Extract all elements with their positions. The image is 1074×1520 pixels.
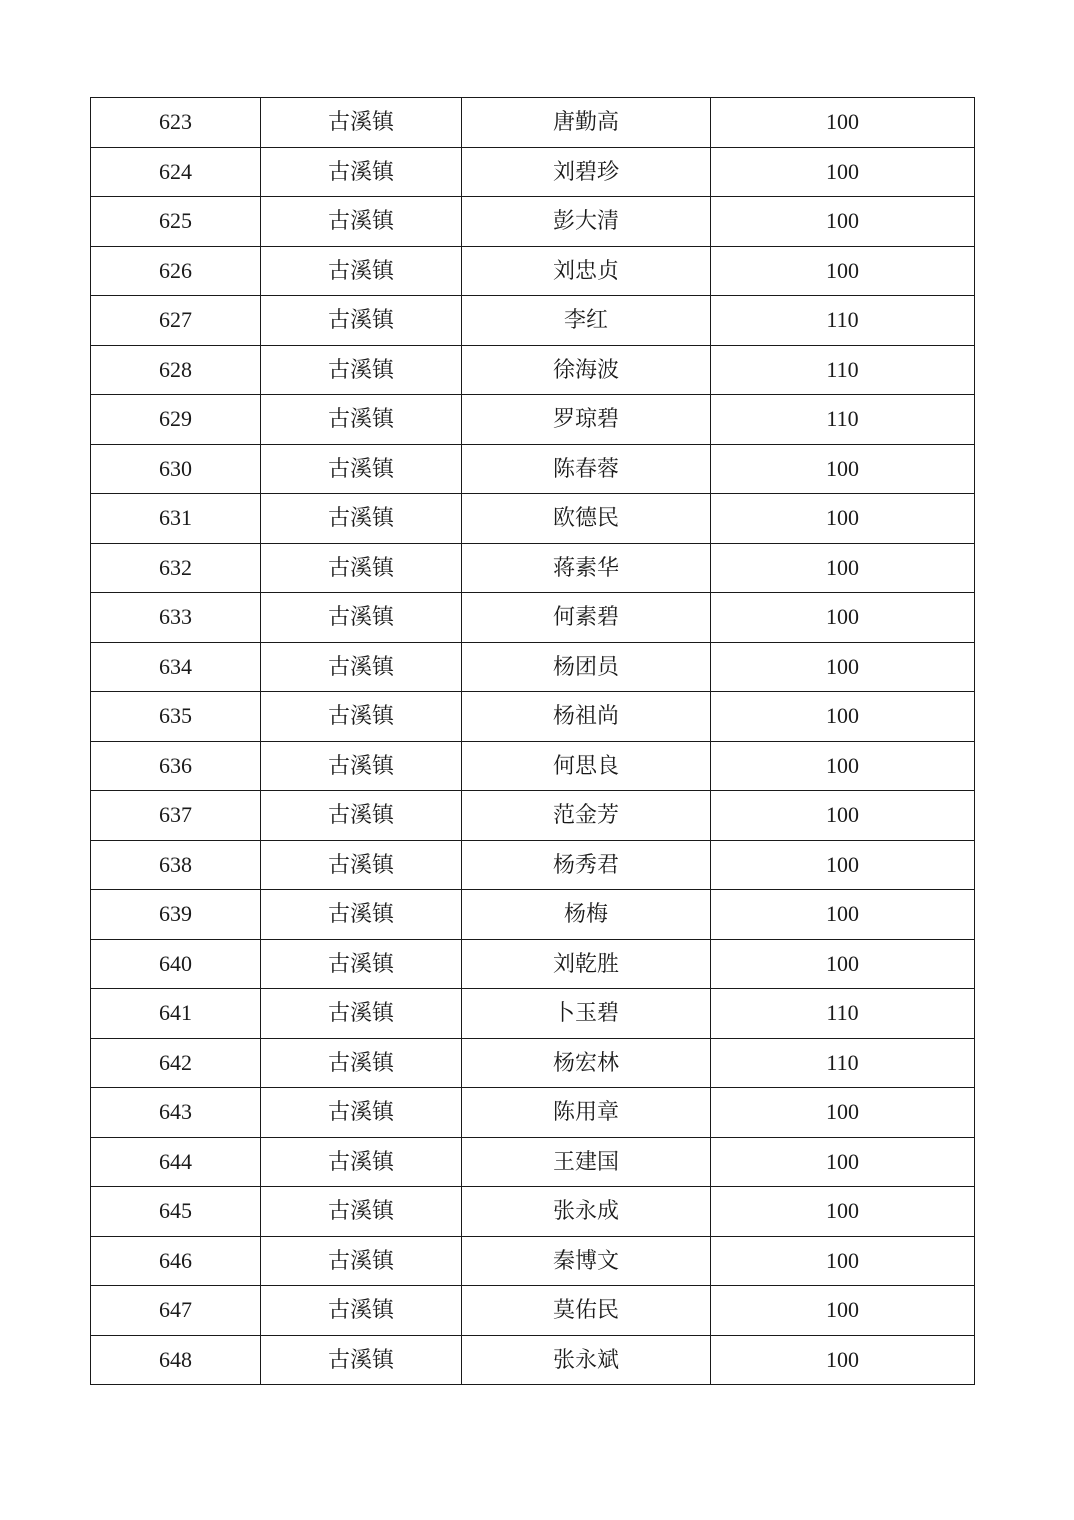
person-name-cell: 唐勤高 [462, 98, 711, 148]
serial-number-cell: 647 [91, 1286, 261, 1336]
town-cell: 古溪镇 [261, 890, 462, 940]
serial-number-cell: 648 [91, 1335, 261, 1385]
table-row [91, 642, 975, 692]
table-row [91, 147, 975, 197]
person-name-cell: 杨团员 [462, 642, 711, 692]
table-row [91, 1038, 975, 1088]
serial-number-cell: 624 [91, 147, 261, 197]
table-row [91, 1187, 975, 1237]
person-name-cell: 陈用章 [462, 1088, 711, 1138]
amount-cell: 100 [711, 1187, 975, 1237]
roster-table-body [91, 98, 975, 1385]
serial-number-cell: 641 [91, 989, 261, 1039]
table-row [91, 1236, 975, 1286]
serial-number-cell: 627 [91, 296, 261, 346]
amount-cell: 100 [711, 840, 975, 890]
person-name-cell: 陈春蓉 [462, 444, 711, 494]
amount-cell: 110 [711, 296, 975, 346]
person-name-cell: 蒋素华 [462, 543, 711, 593]
amount-cell: 100 [711, 741, 975, 791]
serial-number-cell: 640 [91, 939, 261, 989]
amount-cell: 100 [711, 890, 975, 940]
serial-number-cell: 629 [91, 395, 261, 445]
person-name-cell: 刘忠贞 [462, 246, 711, 296]
person-name-cell: 徐海波 [462, 345, 711, 395]
amount-cell: 100 [711, 1286, 975, 1336]
serial-number-cell: 636 [91, 741, 261, 791]
town-cell: 古溪镇 [261, 1335, 462, 1385]
amount-cell: 100 [711, 444, 975, 494]
town-cell: 古溪镇 [261, 1187, 462, 1237]
town-cell: 古溪镇 [261, 1286, 462, 1336]
amount-cell: 110 [711, 395, 975, 445]
amount-cell: 110 [711, 345, 975, 395]
amount-cell: 110 [711, 989, 975, 1039]
serial-number-cell: 643 [91, 1088, 261, 1138]
table-row [91, 246, 975, 296]
serial-number-cell: 632 [91, 543, 261, 593]
amount-cell: 100 [711, 692, 975, 742]
town-cell: 古溪镇 [261, 494, 462, 544]
table-row [91, 593, 975, 643]
town-cell: 古溪镇 [261, 1137, 462, 1187]
serial-number-cell: 628 [91, 345, 261, 395]
person-name-cell: 杨梅 [462, 890, 711, 940]
town-cell: 古溪镇 [261, 395, 462, 445]
table-row [91, 296, 975, 346]
town-cell: 古溪镇 [261, 741, 462, 791]
town-cell: 古溪镇 [261, 840, 462, 890]
town-cell: 古溪镇 [261, 939, 462, 989]
serial-number-cell: 625 [91, 197, 261, 247]
person-name-cell: 罗琼碧 [462, 395, 711, 445]
person-name-cell: 刘碧珍 [462, 147, 711, 197]
table-row [91, 791, 975, 841]
person-name-cell: 张永成 [462, 1187, 711, 1237]
table-row [91, 345, 975, 395]
serial-number-cell: 635 [91, 692, 261, 742]
table-row [91, 543, 975, 593]
amount-cell: 100 [711, 98, 975, 148]
town-cell: 古溪镇 [261, 642, 462, 692]
town-cell: 古溪镇 [261, 593, 462, 643]
serial-number-cell: 637 [91, 791, 261, 841]
town-cell: 古溪镇 [261, 1088, 462, 1138]
serial-number-cell: 623 [91, 98, 261, 148]
amount-cell: 100 [711, 494, 975, 544]
serial-number-cell: 642 [91, 1038, 261, 1088]
town-cell: 古溪镇 [261, 197, 462, 247]
serial-number-cell: 639 [91, 890, 261, 940]
town-cell: 古溪镇 [261, 791, 462, 841]
amount-cell: 100 [711, 1335, 975, 1385]
town-cell: 古溪镇 [261, 246, 462, 296]
roster-table [90, 97, 975, 1385]
town-cell: 古溪镇 [261, 296, 462, 346]
serial-number-cell: 630 [91, 444, 261, 494]
serial-number-cell: 638 [91, 840, 261, 890]
amount-cell: 100 [711, 246, 975, 296]
town-cell: 古溪镇 [261, 989, 462, 1039]
person-name-cell: 彭大清 [462, 197, 711, 247]
town-cell: 古溪镇 [261, 1038, 462, 1088]
town-cell: 古溪镇 [261, 345, 462, 395]
person-name-cell: 杨秀君 [462, 840, 711, 890]
amount-cell: 100 [711, 1236, 975, 1286]
serial-number-cell: 626 [91, 246, 261, 296]
person-name-cell: 范金芳 [462, 791, 711, 841]
serial-number-cell: 646 [91, 1236, 261, 1286]
person-name-cell: 张永斌 [462, 1335, 711, 1385]
amount-cell: 100 [711, 197, 975, 247]
amount-cell: 100 [711, 642, 975, 692]
serial-number-cell: 633 [91, 593, 261, 643]
table-row [91, 741, 975, 791]
person-name-cell: 杨宏林 [462, 1038, 711, 1088]
person-name-cell: 李红 [462, 296, 711, 346]
table-row [91, 692, 975, 742]
table-row [91, 1088, 975, 1138]
amount-cell: 100 [711, 791, 975, 841]
table-row [91, 989, 975, 1039]
table-row [91, 494, 975, 544]
table-row [91, 1286, 975, 1336]
amount-cell: 100 [711, 1137, 975, 1187]
person-name-cell: 王建国 [462, 1137, 711, 1187]
person-name-cell: 刘乾胜 [462, 939, 711, 989]
table-row [91, 197, 975, 247]
town-cell: 古溪镇 [261, 147, 462, 197]
person-name-cell: 卜玉碧 [462, 989, 711, 1039]
table-row [91, 1137, 975, 1187]
table-row [91, 939, 975, 989]
town-cell: 古溪镇 [261, 543, 462, 593]
amount-cell: 100 [711, 147, 975, 197]
amount-cell: 100 [711, 543, 975, 593]
person-name-cell: 莫佑民 [462, 1286, 711, 1336]
person-name-cell: 何思良 [462, 741, 711, 791]
town-cell: 古溪镇 [261, 692, 462, 742]
table-row [91, 98, 975, 148]
table-row [91, 395, 975, 445]
amount-cell: 100 [711, 593, 975, 643]
serial-number-cell: 645 [91, 1187, 261, 1237]
person-name-cell: 何素碧 [462, 593, 711, 643]
amount-cell: 110 [711, 1038, 975, 1088]
serial-number-cell: 631 [91, 494, 261, 544]
person-name-cell: 杨祖尚 [462, 692, 711, 742]
table-row [91, 890, 975, 940]
amount-cell: 100 [711, 939, 975, 989]
table-row [91, 444, 975, 494]
person-name-cell: 秦博文 [462, 1236, 711, 1286]
person-name-cell: 欧德民 [462, 494, 711, 544]
amount-cell: 100 [711, 1088, 975, 1138]
table-row [91, 1335, 975, 1385]
town-cell: 古溪镇 [261, 444, 462, 494]
serial-number-cell: 644 [91, 1137, 261, 1187]
town-cell: 古溪镇 [261, 98, 462, 148]
town-cell: 古溪镇 [261, 1236, 462, 1286]
table-row [91, 840, 975, 890]
serial-number-cell: 634 [91, 642, 261, 692]
